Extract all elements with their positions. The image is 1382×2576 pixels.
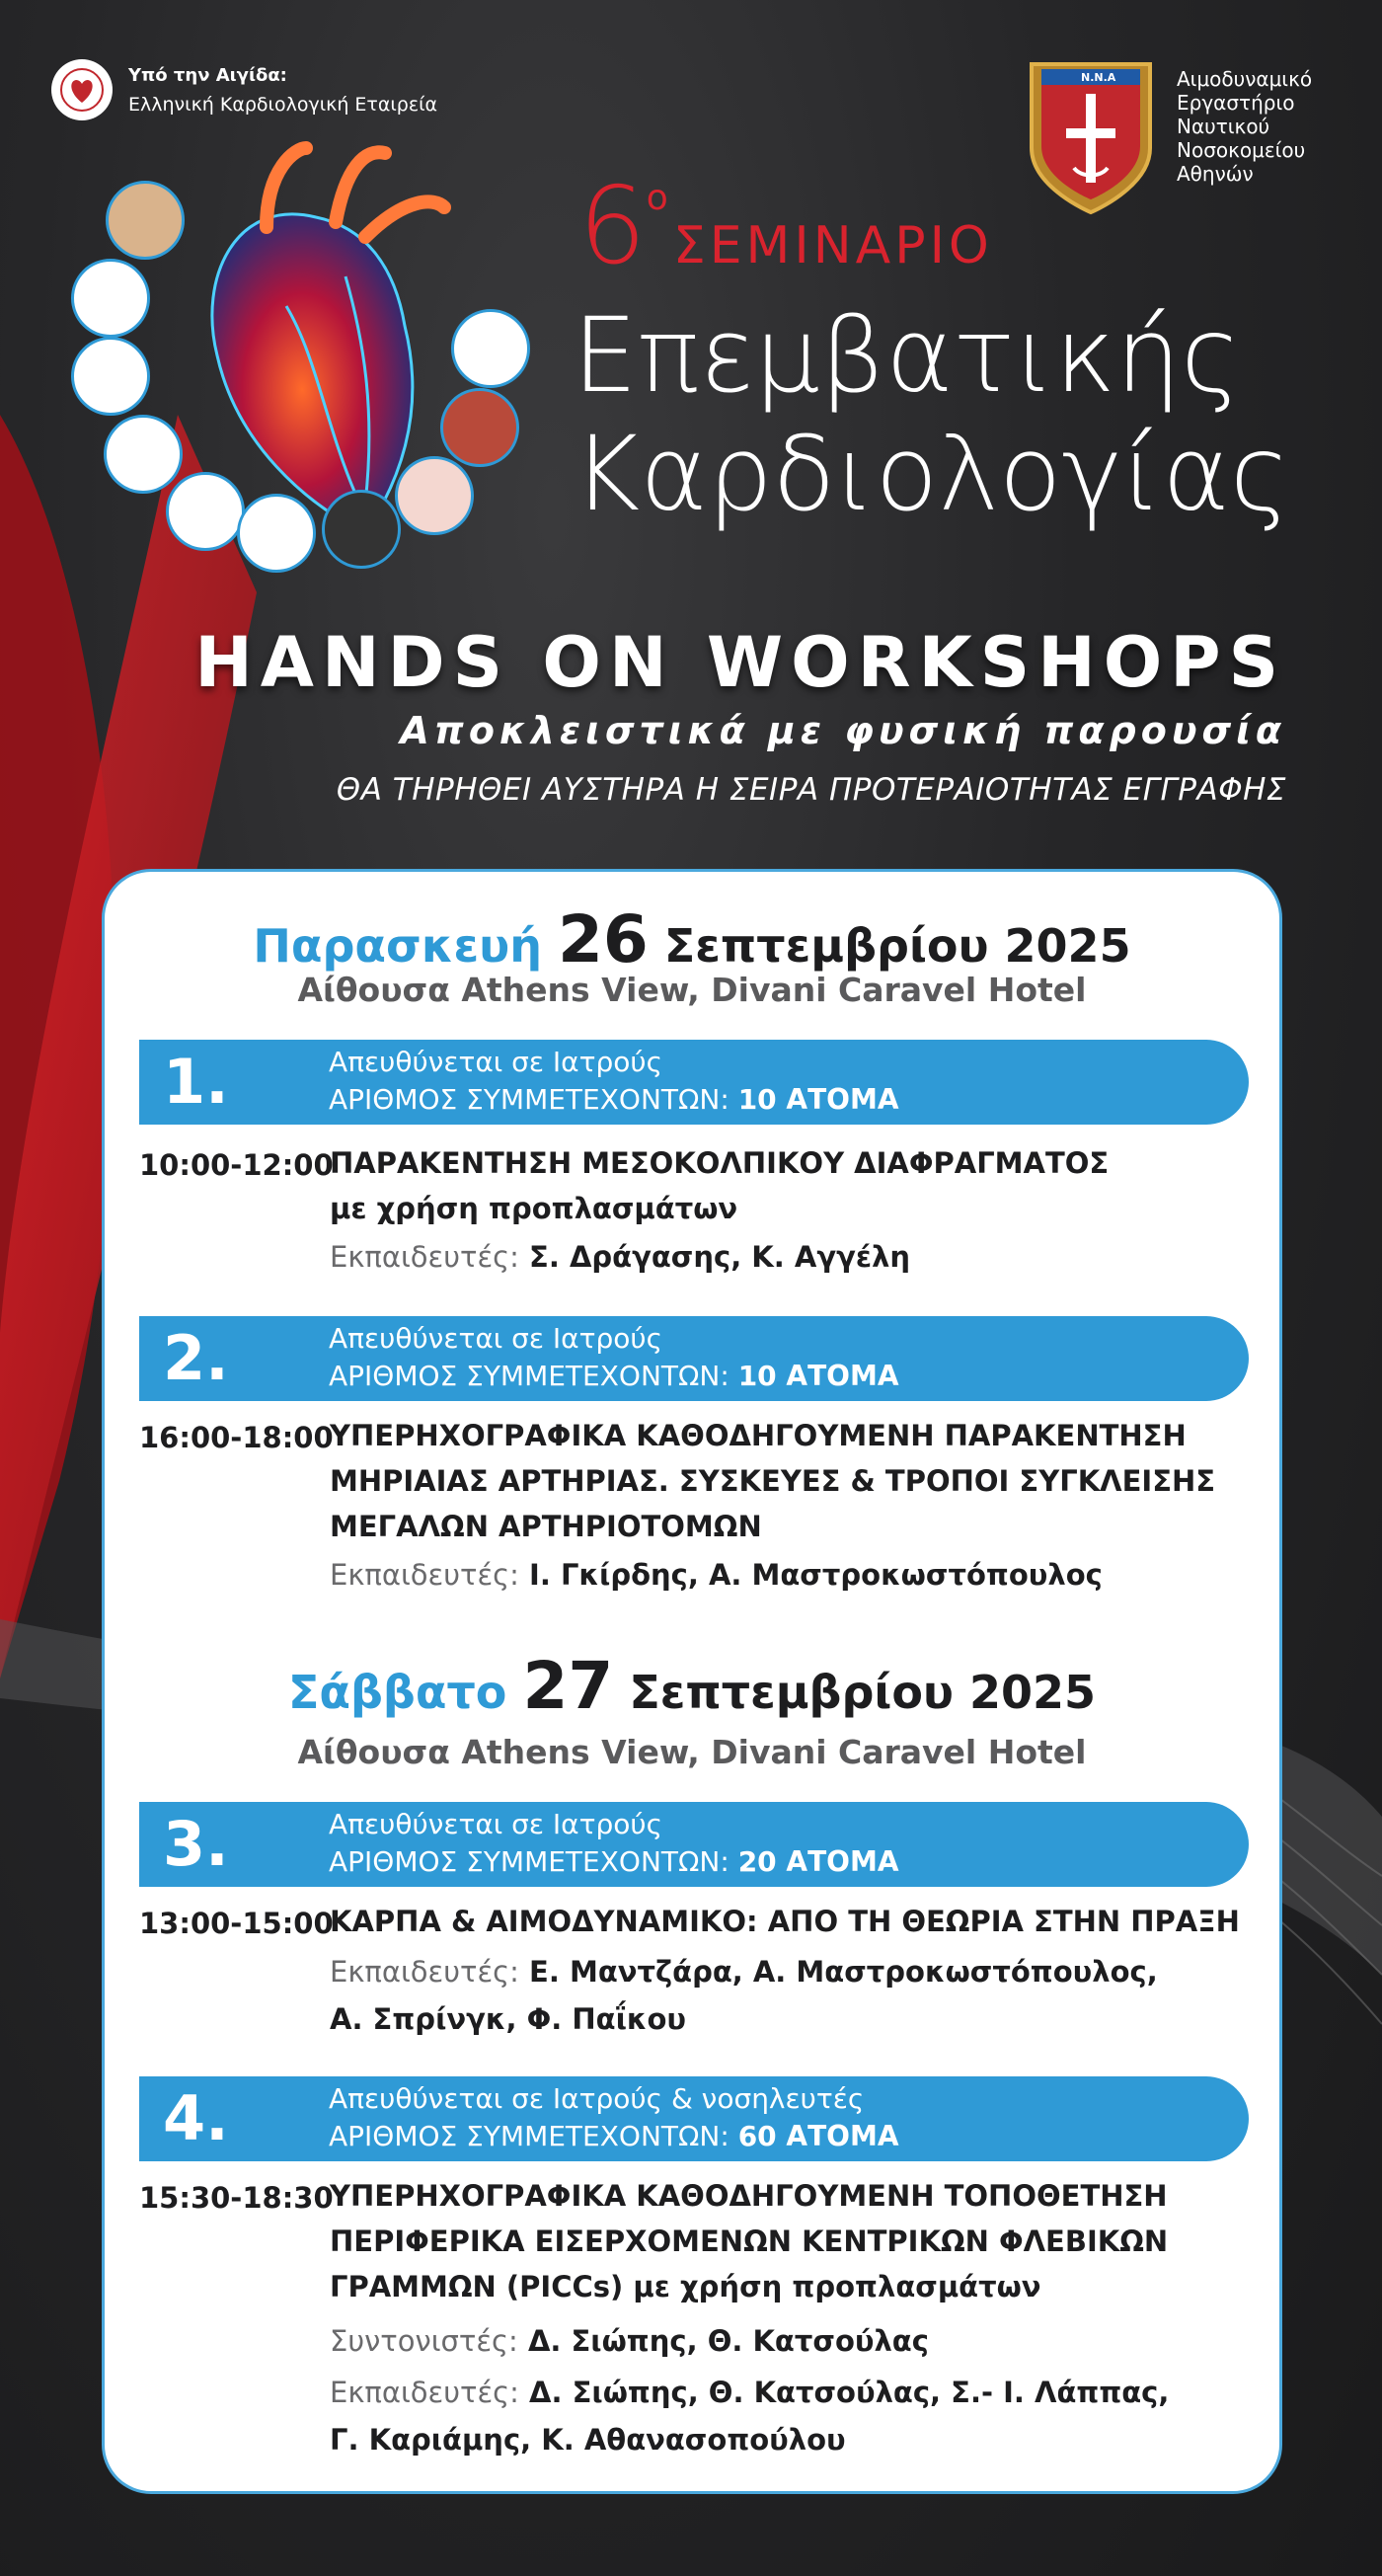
instructors-label: Εκπαιδευτές: bbox=[330, 1558, 519, 1592]
seminar-ordinal-suffix: ο bbox=[646, 178, 668, 218]
catheter-thumbnail bbox=[106, 181, 185, 260]
day-month-year: Σεπτεμβρίου 2025 bbox=[663, 919, 1131, 973]
hands-on-heading: HANDS ON WORKSHOPS bbox=[194, 622, 1286, 703]
hospital-name bbox=[1177, 67, 1312, 186]
session-time: 13:00-15:00 bbox=[139, 1907, 334, 1940]
instructors-names-cont: Α. Σπρίνγκ, Φ. Παΐκου bbox=[330, 2002, 686, 2036]
workshop-capacity bbox=[329, 1083, 899, 1116]
occluder-thumbnail bbox=[166, 472, 245, 551]
instructors-names-cont: Γ. Καριάμης, Κ. Αθανασοπούλου bbox=[330, 2423, 846, 2457]
session-title bbox=[330, 1140, 1277, 1231]
coordinators bbox=[330, 2317, 1277, 2365]
workshop-banner bbox=[139, 1316, 1249, 1401]
session-title-line: ΚΑΡΠΑ & ΑΙΜΟΔΥΝΑΜΙΚΟ: ΑΠΟ ΤΗ ΘΕΩΡΙΑ ΣΤΗΝ ΠΡΑΞΗ bbox=[330, 1905, 1240, 1938]
coordinators-names: Δ. Σιώπης, Θ. Κατσούλας bbox=[527, 2324, 929, 2358]
clip-device-thumbnail bbox=[237, 494, 316, 573]
workshop-audience: Απευθύνεται σε Ιατρούς & νοσηλευτές bbox=[329, 2082, 865, 2115]
participants-count: 20 ΑΤΟΜΑ bbox=[737, 1845, 899, 1878]
instructors-label: Εκπαιδευτές: bbox=[330, 1240, 519, 1274]
session-title bbox=[330, 2173, 1277, 2309]
hospital-block bbox=[1027, 59, 1362, 217]
session-title bbox=[330, 1899, 1277, 1944]
cardiac-procedure-thumbnail bbox=[440, 388, 519, 467]
instructors bbox=[330, 2369, 1277, 2463]
workshop-number: 4. bbox=[163, 2082, 229, 2154]
hospital-line: Εργαστήριο bbox=[1177, 91, 1295, 115]
workshop-number: 2. bbox=[163, 1322, 229, 1394]
seminar-word: ΣΕΜΙΝΑΡΙΟ bbox=[672, 216, 993, 275]
day-number: 27 bbox=[522, 1648, 614, 1724]
session-title-line: ΥΠΕΡΗΧΟΓΡΑΦΙΚΑ ΚΑΘΟΔΗΓΟΥΜΕΝΗ ΠΑΡΑΚΕΝΤΗΣΗ bbox=[330, 1419, 1187, 1452]
workshop-number: 1. bbox=[163, 1046, 229, 1118]
workshop-audience: Απευθύνεται σε Ιατρούς bbox=[329, 1808, 663, 1840]
shield-badge-text: N.N.A bbox=[1081, 71, 1116, 84]
program-card bbox=[102, 869, 1282, 2494]
patronage-block bbox=[51, 59, 437, 120]
instructors-label: Εκπαιδευτές: bbox=[330, 1955, 519, 1989]
instructors-names: Σ. Δράγασης, Κ. Αγγέλη bbox=[529, 1240, 910, 1274]
instructors-names: Ε. Μαντζάρα, Α. Μαστροκωστόπουλος, bbox=[529, 1955, 1158, 1989]
tissue-valve-thumbnail bbox=[104, 415, 183, 494]
workshop-capacity bbox=[329, 1360, 899, 1392]
workshop-banner bbox=[139, 1802, 1249, 1887]
instructors bbox=[330, 1233, 1277, 1281]
session-time: 15:30-18:30 bbox=[139, 2181, 334, 2215]
valve-thumbnail bbox=[71, 259, 150, 338]
workshop-number: 3. bbox=[163, 1808, 229, 1880]
patron-organization: Ελληνική Καρδιολογική Εταιρεία bbox=[128, 93, 438, 116]
session-title-line: ΥΠΕΡΗΧΟΓΡΑΦΙΚΑ ΚΑΘΟΔΗΓΟΥΜΕΝΗ ΤΟΠΟΘΕΤΗΣΗ bbox=[330, 2179, 1168, 2213]
coordinators-label: Συντονιστές: bbox=[330, 2324, 518, 2358]
session-title-line: ΜΗΡΙΑΙΑΣ ΑΡΤΗΡΙΑΣ. ΣΥΣΚΕΥΕΣ & ΤΡΟΠΟΙ ΣΥΓΚΛΕΙΣΗΣ bbox=[330, 1464, 1216, 1498]
hellenic-cardiology-society-logo bbox=[51, 59, 113, 120]
seminar-number: 6 bbox=[578, 165, 647, 288]
crown-valve-thumbnail bbox=[322, 490, 401, 569]
title-line-1: Επεμβατικής bbox=[573, 295, 1242, 416]
participants-label: ΑΡΙΘΜΟΣ ΣΥΜΜΕΤΕΧΟΝΤΩΝ: bbox=[329, 1083, 729, 1116]
heart-icon bbox=[59, 67, 105, 113]
session-title bbox=[330, 1413, 1277, 1549]
session-title-line: ΠΕΡΙΦΕΡΙΚΑ ΕΙΣΕΡΧΟΜΕΝΩΝ ΚΕΝΤΡΙΚΩΝ ΦΛΕΒΙΚΩΝ bbox=[330, 2225, 1169, 2258]
venue: Αίθουσα Athens View, Divani Caravel Hotel bbox=[297, 971, 1087, 1009]
workshop-banner bbox=[139, 1040, 1249, 1125]
session-title-line: με χρήση προπλασμάτων bbox=[330, 1192, 738, 1225]
instructors-names: Ι. Γκίρδης, Α. Μαστροκωστόπουλος bbox=[529, 1558, 1103, 1592]
workshop-banner bbox=[139, 2076, 1249, 2161]
hospital-line: Αθηνών bbox=[1177, 162, 1254, 186]
instructors bbox=[330, 1551, 1277, 1599]
participants-label: ΑΡΙΘΜΟΣ ΣΥΜΜΕΤΕΧΟΝΤΩΝ: bbox=[329, 1845, 729, 1878]
participants-label: ΑΡΙΘΜΟΣ ΣΥΜΜΕΤΕΧΟΝΤΩΝ: bbox=[329, 2120, 729, 2152]
in-person-note: Αποκλειστικά με φυσική παρουσία bbox=[400, 709, 1286, 752]
heart-anatomy-thumbnail bbox=[395, 456, 474, 535]
participants-count: 10 ΑΤΟΜΑ bbox=[737, 1360, 899, 1392]
hospital-line: Αιμοδυναμικό bbox=[1177, 67, 1313, 91]
venue: Αίθουσα Athens View, Divani Caravel Hotel bbox=[297, 1733, 1087, 1771]
session-time: 10:00-12:00 bbox=[139, 1148, 334, 1182]
participants-count: 10 ΑΤΟΜΑ bbox=[737, 1083, 899, 1116]
session-title-line: ΓΡΑΜΜΩΝ (PICCs) με χρήση προπλασμάτων bbox=[330, 2270, 1041, 2303]
workshop-capacity bbox=[329, 2120, 899, 2152]
session-time: 16:00-18:00 bbox=[139, 1421, 334, 1454]
participants-count: 60 ΑΤΟΜΑ bbox=[737, 2120, 899, 2152]
day-heading bbox=[105, 901, 1279, 977]
hospital-line: Ναυτικού bbox=[1177, 115, 1270, 138]
day-month-year: Σεπτεμβρίου 2025 bbox=[629, 1666, 1097, 1719]
hospital-line: Νοσοκομείου bbox=[1177, 138, 1306, 162]
title-line-2: Καρδιολογίας bbox=[573, 414, 1290, 534]
session-title-line: ΠΑΡΑΚΕΝΤΗΣΗ ΜΕΣΟΚΟΛΠΙΚΟΥ ΔΙΑΦΡΑΓΜΑΤΟΣ bbox=[330, 1146, 1110, 1180]
instructors-names: Δ. Σιώπης, Θ. Κατσούλας, Σ.- Ι. Λάππας, bbox=[529, 2376, 1170, 2409]
transcatheter-valve-thumbnail bbox=[451, 309, 530, 388]
day-heading bbox=[105, 1648, 1279, 1724]
instructors bbox=[330, 1948, 1277, 2043]
workshop-audience: Απευθύνεται σε Ιατρούς bbox=[329, 1046, 663, 1078]
session-title-line: ΜΕΓΑΛΩΝ ΑΡΤΗΡΙΟΤΟΜΩΝ bbox=[330, 1510, 762, 1543]
seminar-heading bbox=[578, 165, 993, 288]
instructors-label: Εκπαιδευτές: bbox=[330, 2376, 519, 2409]
day-name: Παρασκευή bbox=[253, 919, 542, 973]
workshop-capacity bbox=[329, 1845, 899, 1878]
stent-valve-thumbnail bbox=[71, 337, 150, 416]
patron-label: Υπό την Αιγίδα: bbox=[128, 64, 287, 86]
participants-label: ΑΡΙΘΜΟΣ ΣΥΜΜΕΤΕΧΟΝΤΩΝ: bbox=[329, 1360, 729, 1392]
workshop-audience: Απευθύνεται σε Ιατρούς bbox=[329, 1322, 663, 1355]
day-name: Σάββατο bbox=[287, 1666, 507, 1719]
registration-priority-note: ΘΑ ΤΗΡΗΘΕΙ ΑΥΣΤΗΡΑ Η ΣΕΙΡΑ ΠΡΟΤΕΡΑΙΟΤΗΤΑΣ ΕΓΓΡΑΦΗΣ bbox=[336, 772, 1286, 808]
day-number: 26 bbox=[557, 901, 649, 977]
